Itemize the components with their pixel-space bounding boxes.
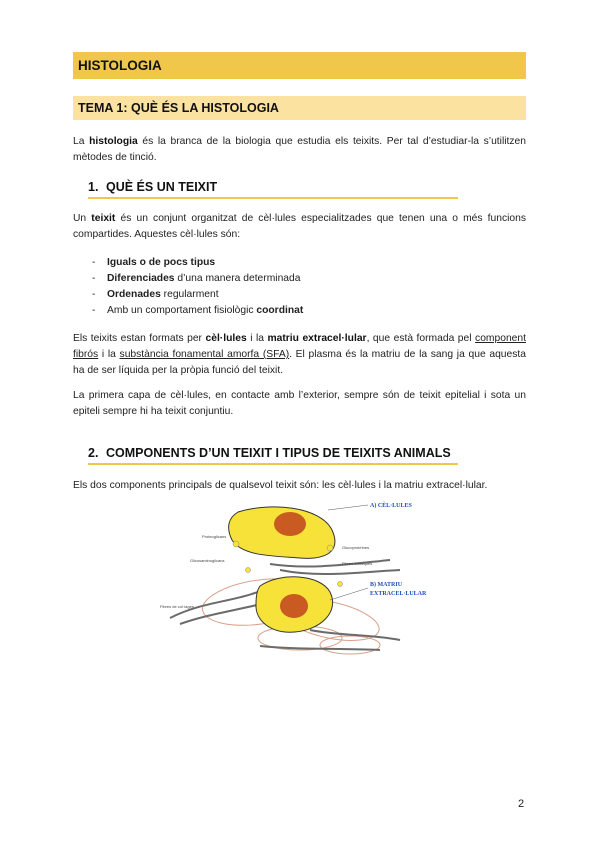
tema-title: TEMA 1: QUÈ ÉS LA HISTOLOGIA — [78, 101, 279, 115]
nucleus-lower — [280, 594, 308, 618]
section-2-heading — [88, 446, 458, 465]
label-matrix-1: B) MATRIU — [370, 582, 403, 588]
list-item-text: regularment — [160, 289, 219, 300]
intro-text-rest: és la branca de la biologia que estudia els teixits. Per tal d’estudiar-la s’utilitzen mètodes de tinció. — [73, 136, 526, 163]
paragraph-text: . El plasma és la matriu de la sang ja que aquesta ha de ser líquida per la pròpia funció del teixit. — [73, 349, 526, 376]
list-item — [92, 287, 303, 303]
label-elastic-fibers: Fibres elàstiques — [342, 561, 373, 566]
label-cells: A) CÈL·LULES — [370, 503, 412, 509]
definition-text-rest: és un conjunt organitzat de cèl·lules especialitzades que tenen una o més funcions compartides. Aquestes cèl·lules són: — [73, 213, 526, 240]
list-item-text: Amb un comportament fisiològic — [107, 305, 257, 316]
tissue-components-paragraph — [73, 331, 526, 379]
list-item-bold: Iguals o de pocs tipus — [107, 257, 216, 268]
paragraph-text: Els teixits estan formats per — [73, 333, 206, 344]
paragraph-text: , que està formada pel — [366, 333, 476, 344]
epithelium-paragraph: La primera capa de cèl·lules, en contacte amb l’exterior, sempre són de teixit epitelial i sota un epiteli sempre hi ha teixit conjuntiu. — [73, 390, 526, 417]
label-glycoproteins: Glucoproteïnes — [342, 545, 370, 550]
section-2-number: 2. — [88, 446, 99, 460]
main-components-paragraph: Els dos components principals de qualsevol teixit són: les cèl·lules i la matriu extracel·lular. — [73, 480, 488, 491]
section-1-title: QUÈ ÉS UN TEIXIT — [106, 180, 218, 194]
term-cells: cèl·lules — [205, 333, 247, 344]
list-item-bold: Ordenades — [107, 289, 161, 300]
intro-term: histologia — [89, 136, 138, 147]
document-title: HISTOLOGIA — [78, 58, 162, 73]
term-amorphous-substance: substància fonamental amorfa (SFA) — [119, 349, 290, 360]
definition-term: teixit — [91, 213, 116, 224]
tissue-diagram — [160, 500, 450, 660]
paragraph-text: i la — [98, 349, 120, 360]
list-item — [92, 303, 303, 319]
definition-text: Un — [73, 213, 92, 224]
paragraph-text: i la — [246, 333, 268, 344]
document-title-banner — [73, 52, 526, 79]
term-fibrous-component: component fibrós — [73, 333, 526, 360]
cell-characteristics-list — [92, 255, 303, 319]
label-proteoglycans: Proteoglicans — [202, 534, 227, 539]
page-number: 2 — [518, 798, 525, 810]
intro-paragraph — [73, 134, 526, 166]
intro-text: La — [73, 136, 90, 147]
list-item — [92, 255, 303, 271]
label-collagen-fibers: Fibres de col·lagen — [160, 604, 195, 609]
term-extracellular-matrix: matriu extracel·lular — [267, 333, 367, 344]
section-2-title: COMPONENTS D’UN TEIXIT I TIPUS DE TEIXITS ANIMALS — [106, 446, 451, 460]
list-item-bold: coordinat — [256, 305, 304, 316]
section-1-heading — [88, 180, 458, 199]
tissue-definition-paragraph — [73, 211, 526, 243]
label-glycosaminoglycans: Glicosaminoglicans — [190, 558, 225, 563]
tema-banner — [73, 96, 526, 120]
label-matrix-2: EXTRACEL·LULAR — [370, 591, 427, 597]
section-1-number: 1. — [88, 180, 99, 194]
list-item — [92, 271, 303, 287]
list-item-text: d’una manera determinada — [174, 273, 301, 284]
nucleus-upper — [274, 512, 306, 536]
list-item-bold: Diferenciades — [107, 273, 175, 284]
